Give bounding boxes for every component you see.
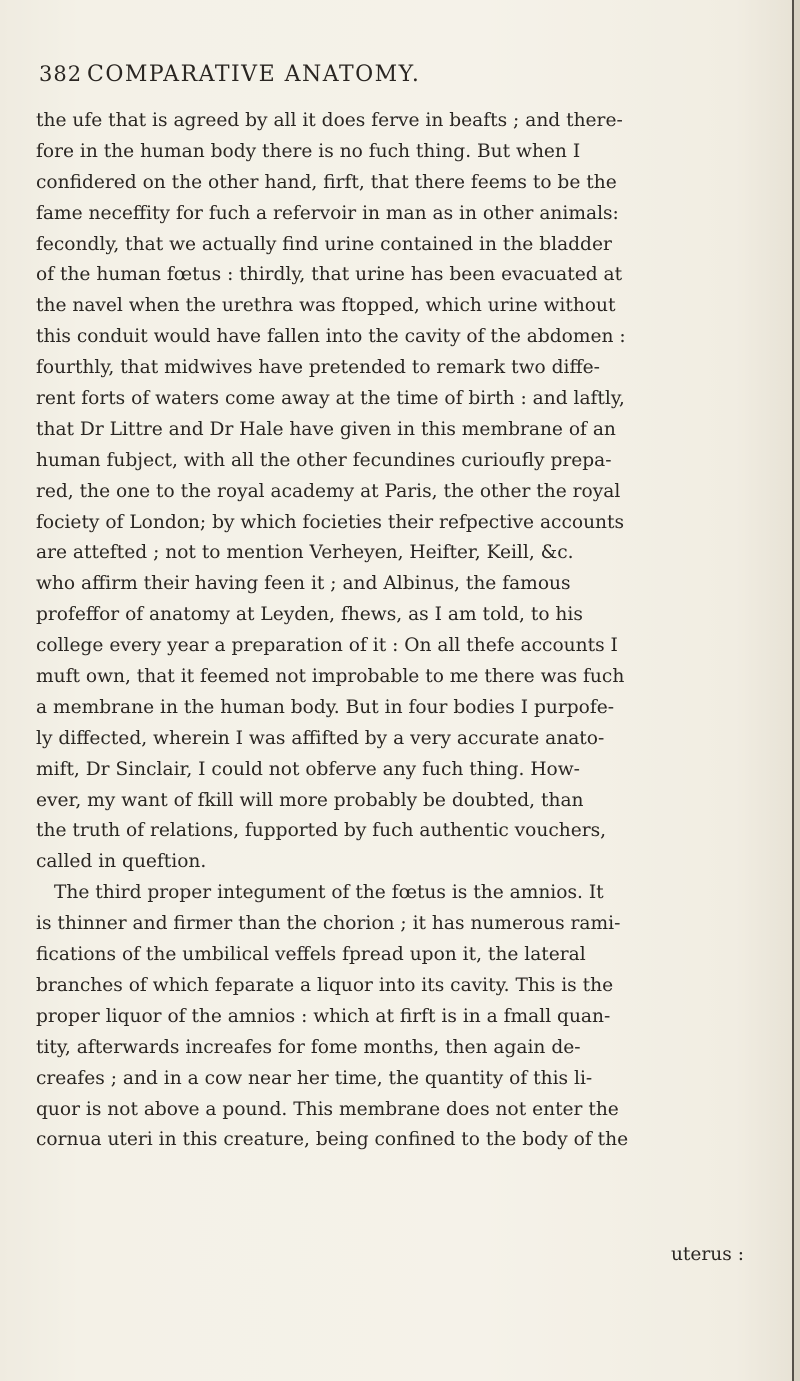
page-number: 382 (39, 62, 83, 86)
text-line: fociety of London; by which focieties their refpective accounts (36, 511, 625, 533)
text-line: profeffor of anatomy at Leyden, fhews, as I am told, to his (36, 604, 583, 626)
text-line: quor is not above a pound. This membrane does not enter the (36, 1098, 619, 1120)
text-line: that Dr Littre and Dr Hale have given in this membrane of an (36, 418, 616, 440)
text-line: is thinner and firmer than the chorion ; it has numerous rami- (36, 913, 621, 935)
text-line: are attefted ; not to mention Verheyen, Heifter, Keill, &c. (36, 542, 574, 564)
paragraph-start-line: The third proper integument of the fœtus is the amnios. It (54, 882, 604, 904)
running-title: COMPARATIVE ANATOMY. (87, 62, 421, 87)
text-line: of the human fœtus : thirdly, that urine has been evacuated at (36, 264, 623, 286)
text-line: tity, afterwards increafes for fome months, then again de- (36, 1036, 581, 1058)
text-line: the navel when the urethra was ftopped, which urine without (36, 295, 616, 317)
text-line: fourthly, that midwives have pretended to remark two diffe- (36, 357, 600, 379)
text-line: creafes ; and in a cow near her time, the quantity of this li- (36, 1067, 593, 1089)
text-line: fore in the human body there is no fuch thing. But when I (36, 140, 581, 162)
text-line: branches of which feparate a liquor into its cavity. This is the (36, 974, 614, 996)
text-line: red, the one to the royal academy at Paris, the other the royal (36, 480, 621, 502)
text-line: cornua uteri in this creature, being confined to the body of the (36, 1129, 629, 1151)
text-line: fame neceffity for fuch a refervoir in man as in other animals: (36, 202, 619, 224)
page-edge-shadow (794, 0, 800, 1381)
text-line: proper liquor of the amnios : which at firft is in a fmall quan- (36, 1005, 611, 1027)
text-line: fications of the umbilical veffels fpread upon it, the lateral (36, 944, 586, 966)
text-line: mift, Dr Sinclair, I could not obferve any fuch thing. How- (36, 758, 580, 780)
text-line: called in queftion. (36, 851, 207, 873)
text-line: muft own, that it feemed not improbable to me there was fuch (36, 666, 625, 688)
text-line: this conduit would have fallen into the cavity of the abdomen : (36, 326, 626, 348)
text-line: confidered on the other hand, firft, that there feems to be the (36, 171, 617, 193)
page-header (39, 62, 739, 96)
text-line: ever, my want of fkill will more probably be doubted, than (36, 789, 584, 811)
text-line: the truth of relations, fupported by fuch authentic vouchers, (36, 820, 607, 842)
catchword: uterus : (670, 1244, 744, 1265)
text-line: rent forts of waters come away at the time of birth : and laftly, (36, 388, 625, 410)
text-line: human fubject, with all the other fecundines curioufly prepa- (36, 449, 612, 471)
text-line: a membrane in the human body. But in four bodies I purpofe- (36, 696, 615, 718)
page-edge-line (792, 0, 794, 1381)
body-text (36, 106, 780, 1156)
text-line: who affirm their having feen it ; and Albinus, the famous (36, 573, 571, 595)
text-line: fecondly, that we actually find urine contained in the bladder (36, 233, 612, 255)
text-line: ly diffected, wherein I was affifted by a very accurate anato- (36, 727, 605, 749)
text-line: the ufe that is agreed by all it does ferve in beafts ; and there- (36, 110, 623, 131)
text-line: college every year a preparation of it : On all thefe accounts I (36, 635, 618, 657)
